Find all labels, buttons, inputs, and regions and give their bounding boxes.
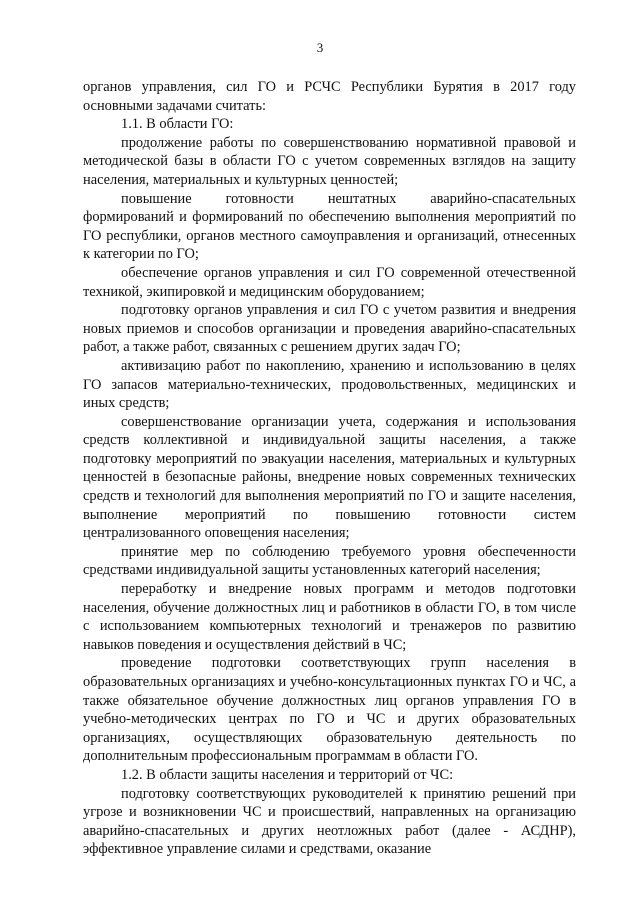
paragraph-protection-means: совершенствование организации учета, содержания и использования средств коллективной и индивидуальной защиты населения, а также подготовку мероприятий по эвакуации населения, материальных и культурных ценностей в безопасные районы, внедрение новых современных технических средств и технологий для выполнения мероприятий по ГО и защите населения, выполнение мероприятий по повышению готовности систем централизованного оповещения населения; [83, 413, 576, 542]
section-heading-civil-defense: 1.1. В области ГО: [121, 116, 234, 133]
paragraph-programs: переработку и внедрение новых программ и методов подготовки населения, обучение должностных лиц и работников в области ГО, в том числе с использованием компьютерных технологий и тренажеров по развитию навыков поведения и осуществления действий в ЧС; [83, 581, 576, 653]
section-heading-emergency-protection: 1.2. В области защиты населения и территорий от ЧС: [121, 766, 454, 783]
paragraph-intro: органов управления, сил ГО и РСЧС Республики Бурятия в 2017 году основными задачами считать: [83, 79, 576, 114]
paragraph-training: подготовку органов управления и сил ГО с учетом развития и внедрения новых приемов и способов организации и проведения аварийно-спасательных работ, а также работ, связанных с решением других задач ГО; [83, 302, 576, 356]
paragraph-reserves: активизацию работ по накоплению, хранению и использованию в целях ГО запасов материально-технических, продовольственных, медицинских и иных средств; [83, 357, 576, 412]
paragraph-population-training: проведение подготовки соответствующих групп населения в образовательных организациях и учебно-консультационных пунктах ГО и ЧС, а также обязательное обучение должностных лиц органов управления ГО в учебно-методических центрах по ГО и ЧС и других образовательных организациях, осуществляющих образовательную деятельность по дополнительным профессиональным программам в области ГО. [83, 655, 576, 765]
paragraph-individual-protection: принятие мер по соблюдению требуемого уровня обеспеченности средствами индивидуальной защиты установленных категорий населения; [83, 543, 576, 579]
paragraph-leaders-preparation: подготовку соответствующих руководителей к принятию решений при угрозе и возникновении ЧС и происшествий, направленных на организацию аварийно-спасательных и других неотложных работ (далее - АСДНР), эффективное управление силами и средствами, оказание [83, 785, 576, 858]
paragraph-normative-base: продолжение работы по совершенствованию нормативной правовой и методической базы в области ГО с учетом современных взглядов на защиту населения, материальных и культурных ценностей; [83, 134, 576, 188]
paragraph-equipment: обеспечение органов управления и сил ГО современной отечественной техникой, экипировкой и медицинским оборудованием; [83, 264, 576, 300]
page-number: 3 [316, 40, 324, 55]
paragraph-readiness: повышение готовности нештатных аварийно-спасательных формирований и формирований по обеспечению выполнения мероприятий по ГО республики, органов местного самоуправления и организаций, отнесенных к категории по ГО; [83, 190, 576, 263]
